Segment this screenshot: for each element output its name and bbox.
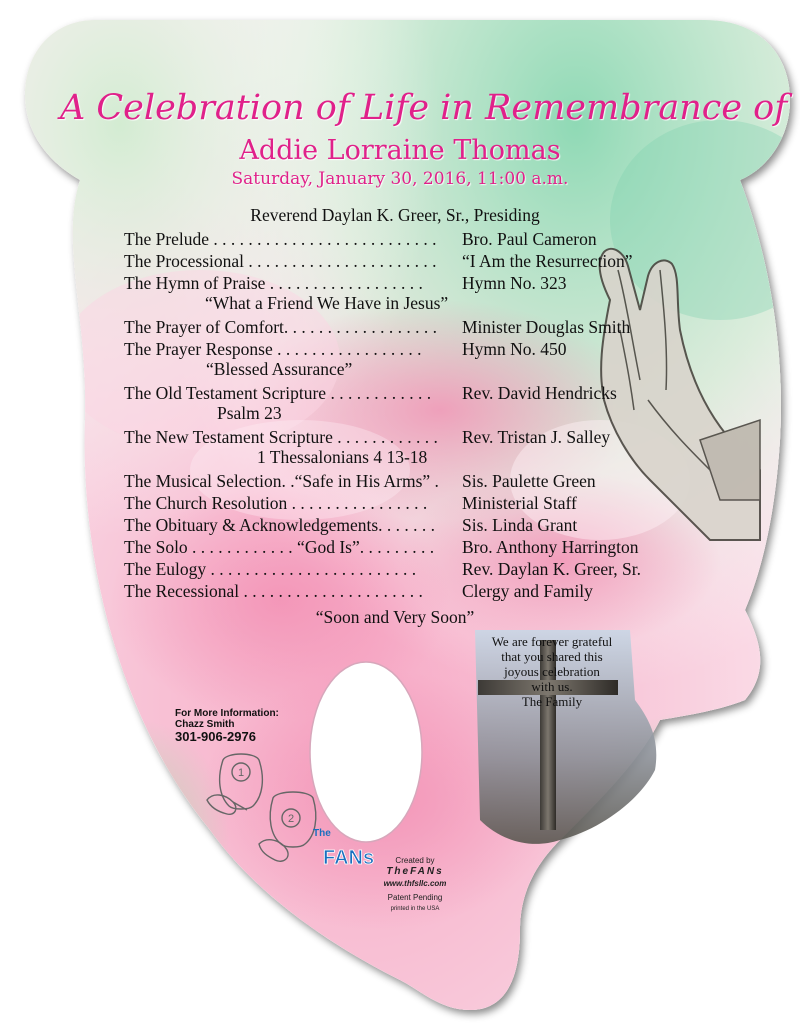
credit-printed: printed in the USA (390, 906, 440, 912)
program-item-value: “I Am the Resurrection” (462, 251, 633, 271)
contact-label: For More Information: (175, 708, 279, 719)
program-item-label: The Prelude . . . . . . . . . . . . . . . . . . . . . . . . . . (124, 229, 437, 249)
honoree-name: Addie Lorraine Thomas (239, 135, 561, 166)
program-item (124, 228, 597, 250)
program-item-value: Bro. Anthony Harrington (462, 537, 639, 557)
program-item-label: The Eulogy . . . . . . . . . . . . . . . . . . . . . . . . (124, 559, 417, 579)
program-item (124, 426, 611, 448)
page-title: A Celebration of Life in Remembrance of (60, 88, 788, 128)
program-item (124, 382, 617, 404)
program-item-label: The Prayer of Comfort. . . . . . . . . . . . . . . . . . (124, 317, 438, 337)
credit-website[interactable]: www.thfsllc.com (383, 879, 447, 888)
program-item-label: The Prayer Response . . . . . . . . . . . . . . . . . (124, 339, 422, 359)
program-item-value: Clergy and Family (462, 581, 593, 601)
program-item-value: Rev. David Hendricks (462, 383, 617, 403)
contact-name: Chazz Smith (175, 719, 235, 730)
program-item-label: The Obituary & Acknowledgements. . . . . . . (124, 515, 436, 535)
credit-brand: TheFANs (386, 866, 444, 877)
program-item-label: The Processional . . . . . . . . . . . . . . . . . . . . . . (124, 251, 437, 271)
program-item-value: Minister Douglas Smith (462, 317, 631, 337)
hand-icon (259, 840, 288, 862)
program-item (124, 470, 596, 492)
program-item-label: The Solo . . . . . . . . . . . . “God Is”. . . . . . . . . (124, 537, 435, 557)
program-item-label: The Recessional . . . . . . . . . . . . . . . . . . . . . (124, 581, 423, 601)
program-item (124, 316, 631, 338)
program-item-value: Hymn No. 450 (462, 339, 567, 359)
contact-info (175, 708, 279, 730)
brand-fans: FANs (323, 847, 375, 869)
service-date: Saturday, January 30, 2016, 11:00 a.m. (231, 169, 569, 189)
program-item-value: Sis. Linda Grant (462, 515, 578, 535)
gratitude-line: joyous celebration (504, 664, 600, 679)
credit-created-by: Created by (395, 856, 435, 865)
program-item (124, 558, 641, 580)
step-number: 1 (237, 767, 245, 779)
scripture-reading: 1 Thessalonians 4 13-18 (257, 447, 428, 467)
contact-phone: 301-906-2976 (175, 729, 256, 744)
program-item-value: Hymn No. 323 (462, 273, 567, 293)
gratitude-signature: The Family (521, 694, 583, 709)
fans-logo (205, 748, 375, 878)
program-item-label: The Hymn of Praise . . . . . . . . . . . . . . . . . . (124, 273, 423, 293)
gratitude-line: with us. (531, 679, 573, 694)
program-item (124, 536, 639, 558)
step-number: 2 (287, 813, 295, 825)
program-item-label: The Church Resolution . . . . . . . . . . . . . . . . (124, 493, 428, 513)
brand-the: The (313, 828, 331, 839)
program-item (124, 580, 593, 602)
program-item (124, 250, 633, 272)
gratitude-line: that you shared this (501, 649, 603, 664)
program-item (124, 492, 577, 514)
program-item-value: Ministerial Staff (462, 493, 577, 513)
program-item-value: Bro. Paul Cameron (462, 229, 597, 249)
program-item-value: Rev. Daylan K. Greer, Sr. (462, 559, 641, 579)
program-item (124, 338, 567, 360)
hymn-title: “What a Friend We Have in Jesus” (205, 293, 449, 313)
scripture-reading: Psalm 23 (217, 403, 282, 423)
program-item-label: The Old Testament Scripture . . . . . . . . . . . . (124, 383, 432, 403)
closing-song: “Soon and Very Soon” (315, 607, 475, 627)
gratitude-line: We are forever grateful (491, 634, 613, 649)
program-item-value: Rev. Tristan J. Salley (462, 427, 611, 447)
gratitude-message (478, 634, 626, 709)
program-item-label: The New Testament Scripture . . . . . . . . . . . . (124, 427, 438, 447)
presiding-line: Reverend Daylan K. Greer, Sr., Presiding (250, 205, 540, 225)
hymn-title: “Blessed Assurance” (206, 359, 353, 379)
program-item (124, 514, 578, 536)
program-item-label: The Musical Selection. .“Safe in His Arms” . (124, 471, 439, 491)
program-item (124, 272, 567, 294)
credit-patent: Patent Pending (387, 893, 443, 902)
program-item-value: Sis. Paulette Green (462, 471, 596, 491)
